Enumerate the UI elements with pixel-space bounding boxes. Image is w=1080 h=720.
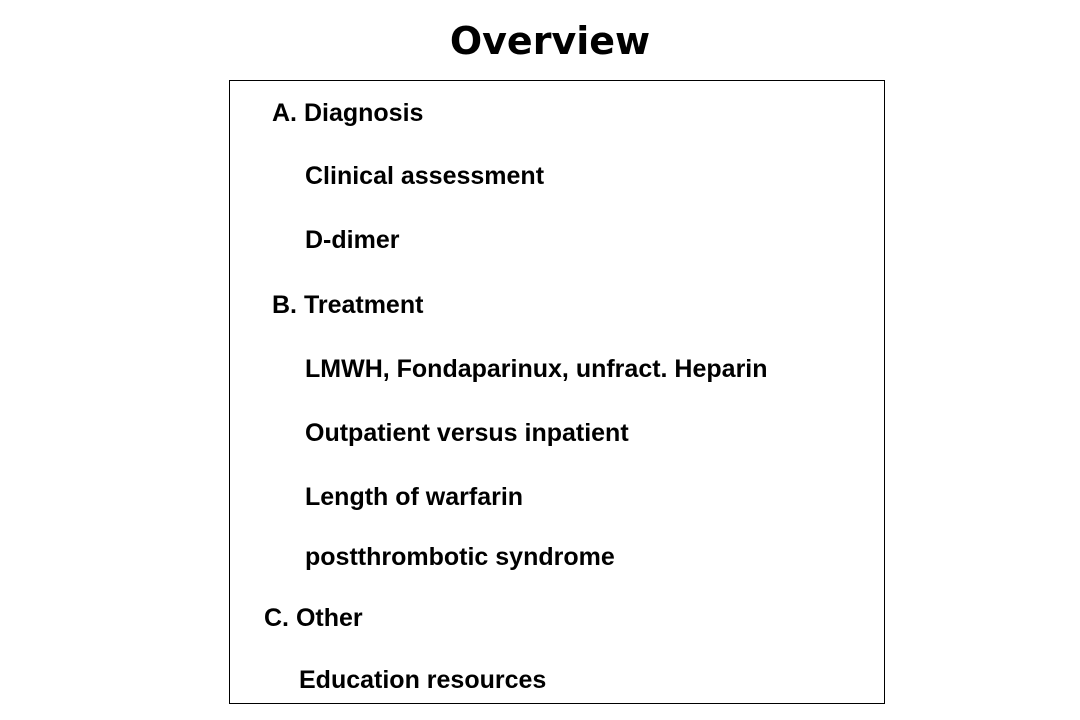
page-title: Overview xyxy=(449,19,651,63)
section-c-heading: C. Other xyxy=(264,604,363,632)
section-b-item: LMWH, Fondaparinux, unfract. Heparin xyxy=(305,355,768,383)
section-a-item: D-dimer xyxy=(305,226,400,254)
section-a-item: Clinical assessment xyxy=(305,162,545,190)
section-b-item: Outpatient versus inpatient xyxy=(305,419,629,447)
section-b-item: postthrombotic syndrome xyxy=(305,543,615,571)
section-c-item: Education resources xyxy=(299,666,547,694)
section-a-heading: A. Diagnosis xyxy=(272,99,424,127)
section-b-heading: B. Treatment xyxy=(272,291,424,319)
section-b-item: Length of warfarin xyxy=(305,483,524,511)
